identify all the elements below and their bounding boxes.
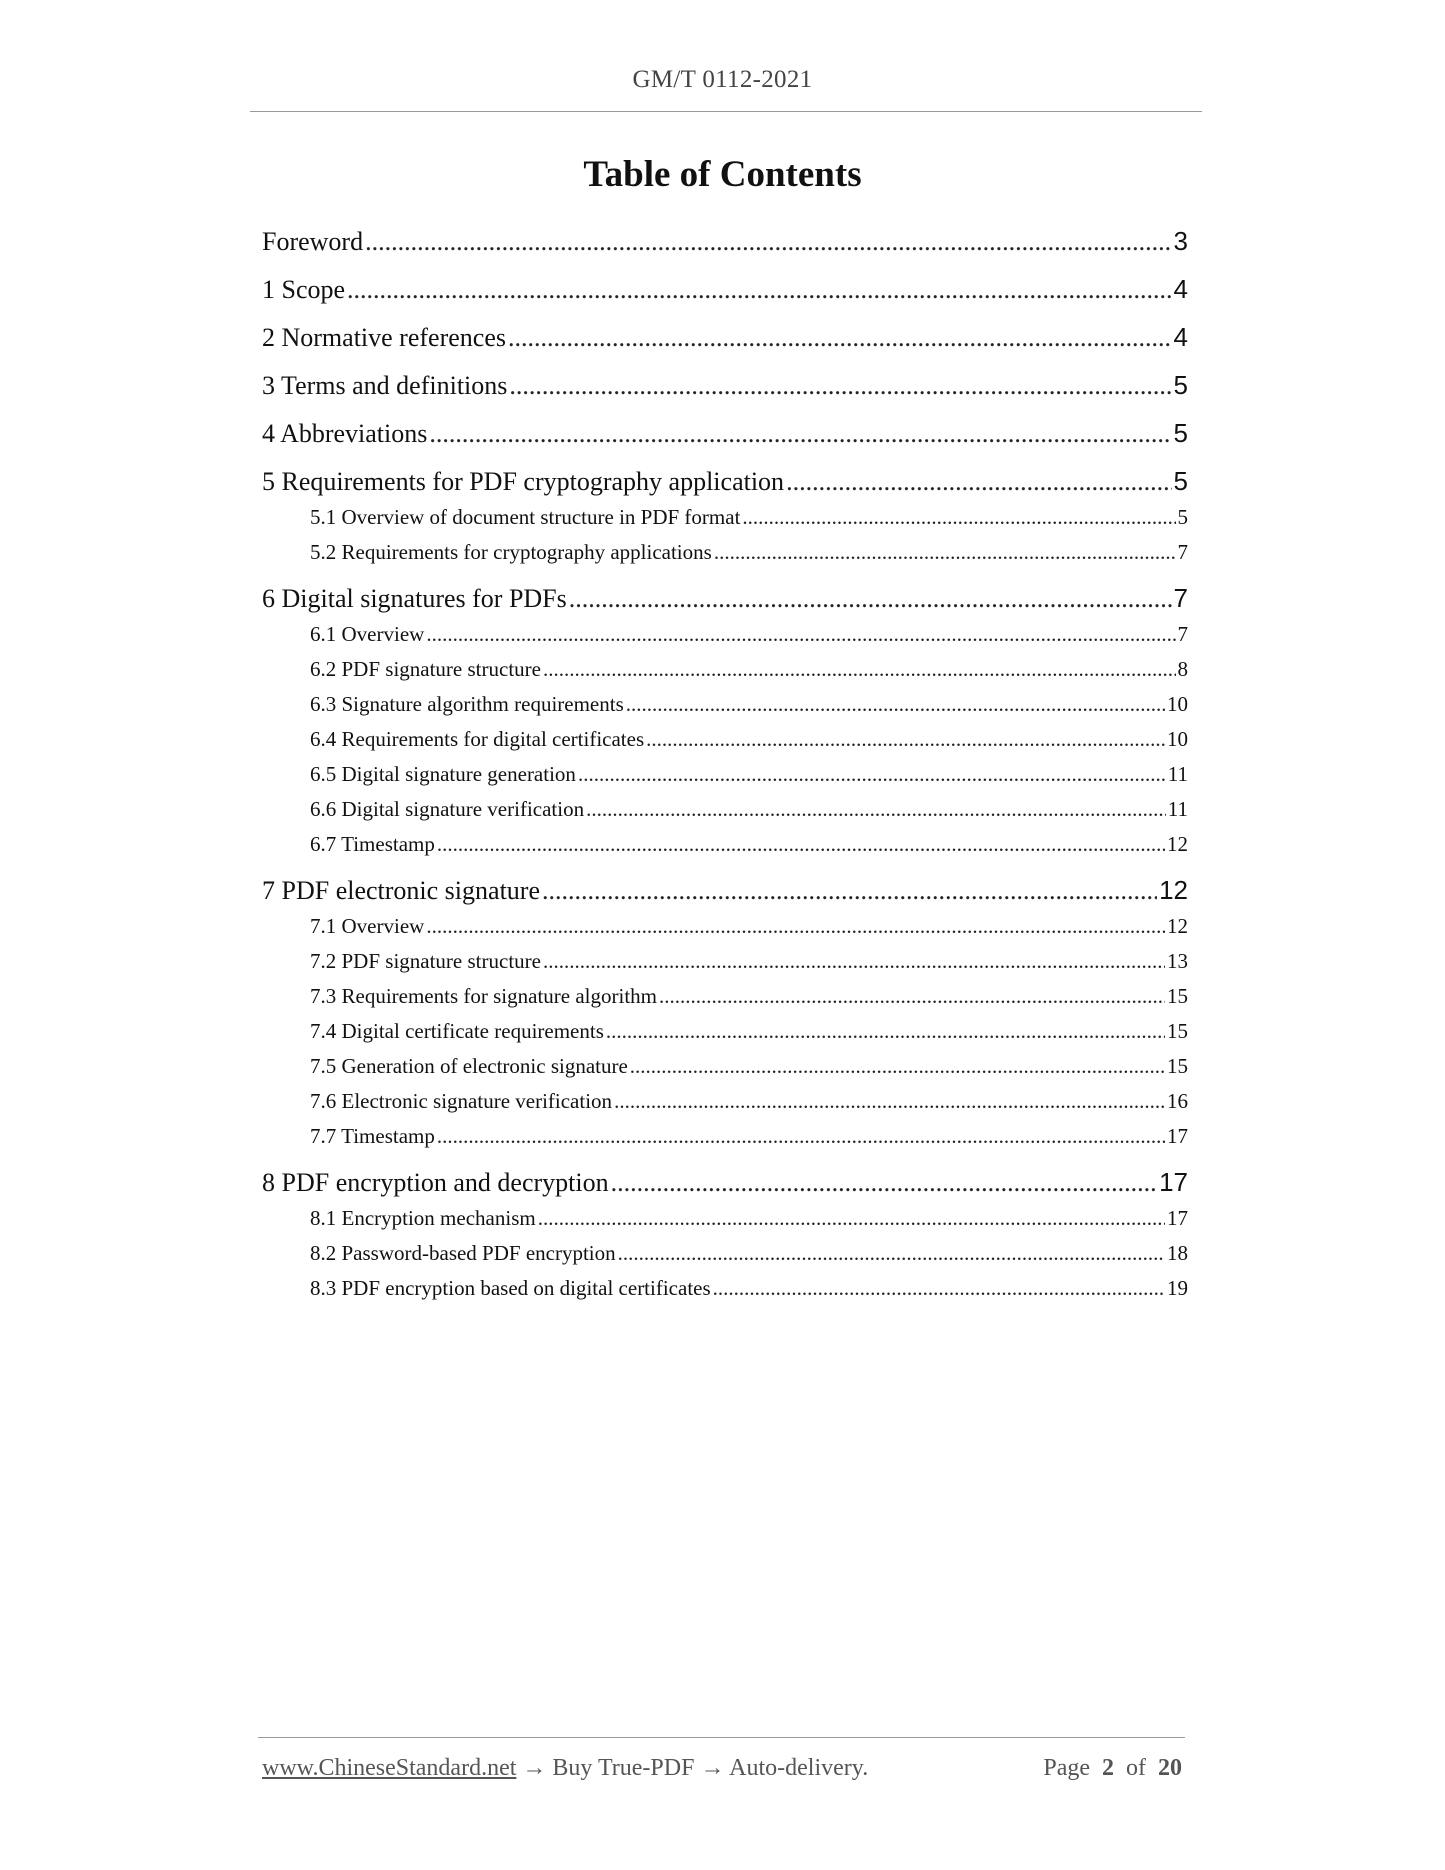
toc-entry-page: 5	[1173, 370, 1188, 400]
toc-entry-page: 13	[1167, 949, 1188, 973]
toc-entry-7-2[interactable]	[310, 949, 1188, 974]
toc-entry-page: 12	[1159, 875, 1188, 905]
dot-leader	[429, 419, 1171, 449]
toc-entry-6-5[interactable]	[310, 762, 1188, 787]
toc-entry-section-6[interactable]	[262, 583, 1188, 614]
page-label: Page	[1043, 1755, 1090, 1781]
toc-entry-page: 5	[1173, 466, 1188, 496]
dot-leader	[742, 505, 1175, 530]
dot-leader	[538, 1206, 1165, 1231]
toc-entry-label: 8 PDF encryption and decryption	[262, 1168, 609, 1197]
toc-entry-label: 7.3 Requirements for signature algorithm	[310, 984, 658, 1008]
toc-title: Table of Contents	[583, 154, 862, 195]
toc-entry-page: 7	[1177, 540, 1188, 564]
toc-entry-label: 3 Terms and definitions	[262, 371, 508, 400]
toc-entry-page: 11	[1167, 762, 1188, 786]
toc-entry-6-3[interactable]	[310, 692, 1188, 717]
dot-leader	[426, 622, 1175, 647]
toc-entry-page: 17	[1159, 1167, 1188, 1197]
toc-entry-6-1[interactable]	[310, 622, 1188, 647]
toc-entry-page: 4	[1173, 322, 1188, 352]
toc-entry-page: 19	[1167, 1276, 1188, 1300]
toc-entry-7-5[interactable]	[310, 1054, 1188, 1079]
toc-entry-label: 7.2 PDF signature structure	[310, 949, 541, 973]
toc-entry-label: 6.1 Overview	[310, 622, 425, 646]
toc-entry-label: 6.2 PDF signature structure	[310, 657, 541, 681]
page-indicator	[1043, 1755, 1182, 1782]
dot-leader	[646, 727, 1165, 752]
toc-entry-page: 17	[1167, 1124, 1188, 1148]
toc-entry-page: 15	[1167, 984, 1188, 1008]
toc-entry-page: 3	[1173, 226, 1188, 256]
toc-entry-page: 7	[1173, 583, 1188, 613]
toc-entry-label: 8.1 Encryption mechanism	[310, 1206, 536, 1230]
toc-entry-6-6[interactable]	[310, 797, 1188, 822]
toc-entry-label: 5 Requirements for PDF cryptography application	[262, 467, 785, 496]
toc-entry-scope[interactable]	[262, 274, 1188, 305]
toc-entry-7-3[interactable]	[310, 984, 1188, 1009]
toc-entry-page: 4	[1173, 274, 1188, 304]
toc-entry-label: Foreword	[262, 227, 364, 256]
of-label: of	[1126, 1755, 1146, 1781]
toc-entry-8-3[interactable]	[310, 1276, 1188, 1301]
toc-entry-page: 5	[1173, 418, 1188, 448]
dot-leader	[508, 323, 1172, 353]
toc-entry-label: 2 Normative references	[262, 323, 506, 352]
toc-entry-label: 6.4 Requirements for digital certificates	[310, 727, 645, 751]
toc-entry-page: 10	[1167, 692, 1188, 716]
arrow-right-icon: →	[522, 1755, 547, 1781]
toc-entry-8-1[interactable]	[310, 1206, 1188, 1231]
dot-leader	[713, 1276, 1165, 1301]
toc-entry-page: 18	[1167, 1241, 1188, 1265]
toc-entry-terms-definitions[interactable]	[262, 370, 1188, 401]
website-link[interactable]: www.ChineseStandard.net	[262, 1755, 517, 1781]
dot-leader	[786, 467, 1171, 497]
dot-leader	[365, 227, 1171, 257]
header-divider	[250, 111, 1202, 112]
toc-entry-label: 7 PDF electronic signature	[262, 876, 540, 905]
toc-entry-label: 1 Scope	[262, 275, 346, 304]
toc-entry-page: 10	[1167, 727, 1188, 751]
dot-leader	[611, 1168, 1157, 1198]
toc-entry-label: 4 Abbreviations	[262, 419, 428, 448]
toc-entry-7-7[interactable]	[310, 1124, 1188, 1149]
toc-entry-label: 7.7 Timestamp	[310, 1124, 435, 1148]
dot-leader	[614, 1089, 1165, 1114]
toc-entry-foreword[interactable]	[262, 226, 1188, 257]
dot-leader	[509, 371, 1171, 401]
toc-entry-label: 5.2 Requirements for cryptography applications	[310, 540, 712, 564]
footer-divider	[258, 1737, 1185, 1738]
toc-entry-8-2[interactable]	[310, 1241, 1188, 1266]
dot-leader	[578, 762, 1166, 787]
toc-entry-6-7[interactable]	[310, 832, 1188, 857]
toc-entry-section-8[interactable]	[262, 1167, 1188, 1198]
toc-entry-section-7[interactable]	[262, 875, 1188, 906]
toc-entry-label: 8.3 PDF encryption based on digital certificates	[310, 1276, 711, 1300]
toc-entry-6-4[interactable]	[310, 727, 1188, 752]
dot-leader	[618, 1241, 1165, 1266]
current-page-number: 2	[1102, 1755, 1114, 1781]
toc-entry-label: 6.6 Digital signature verification	[310, 797, 585, 821]
toc-entry-page: 15	[1167, 1019, 1188, 1043]
toc-entry-label: 5.1 Overview of document structure in PDF format	[310, 505, 741, 529]
toc-entry-label: 8.2 Password-based PDF encryption	[310, 1241, 616, 1265]
dot-leader	[630, 1054, 1165, 1079]
toc-entry-section-5[interactable]	[262, 466, 1188, 497]
toc-entry-5-2[interactable]	[310, 540, 1188, 565]
total-pages-number: 20	[1158, 1755, 1182, 1781]
dot-leader	[543, 949, 1165, 974]
running-header: GM/T 0112-2021	[632, 66, 813, 93]
dot-leader	[659, 984, 1165, 1009]
dot-leader	[626, 692, 1165, 717]
toc-entry-label: 7.4 Digital certificate requirements	[310, 1019, 604, 1043]
toc-entry-label: 7.6 Electronic signature verification	[310, 1089, 613, 1113]
toc-entry-page: 16	[1167, 1089, 1188, 1113]
toc-entry-page: 11	[1167, 797, 1188, 821]
toc-entry-7-6[interactable]	[310, 1089, 1188, 1114]
dot-leader	[542, 876, 1157, 906]
dot-leader	[606, 1019, 1165, 1044]
dot-leader	[437, 1124, 1165, 1149]
dot-leader	[437, 832, 1165, 857]
toc-entry-label: 6 Digital signatures for PDFs	[262, 584, 567, 613]
toc-entry-page: 15	[1167, 1054, 1188, 1078]
dot-leader	[543, 657, 1176, 682]
dot-leader	[569, 584, 1172, 614]
toc-entry-page: 12	[1167, 832, 1188, 856]
toc-entry-page: 12	[1167, 914, 1188, 938]
toc-entry-label: 7.5 Generation of electronic signature	[310, 1054, 628, 1078]
toc-entry-page: 17	[1167, 1206, 1188, 1230]
dot-leader	[347, 275, 1171, 305]
buy-true-pdf-text: Buy True-PDF	[552, 1755, 695, 1781]
toc-entry-label: 6.5 Digital signature generation	[310, 762, 576, 786]
auto-delivery-text: Auto-delivery.	[729, 1755, 869, 1781]
arrow-right-icon: →	[700, 1755, 725, 1781]
toc-entry-label: 7.1 Overview	[310, 914, 425, 938]
toc-entry-normative-references[interactable]	[262, 322, 1188, 353]
toc-entry-5-1[interactable]	[310, 505, 1188, 530]
toc-entry-7-4[interactable]	[310, 1019, 1188, 1044]
toc-entry-page: 8	[1177, 657, 1188, 681]
footer-promo	[262, 1755, 868, 1782]
dot-leader	[714, 540, 1176, 565]
toc-entry-label: 6.3 Signature algorithm requirements	[310, 692, 624, 716]
dot-leader	[426, 914, 1165, 939]
dot-leader	[586, 797, 1166, 822]
toc-entry-page: 5	[1177, 505, 1188, 529]
toc-entry-page: 7	[1177, 622, 1188, 646]
toc-entry-6-2[interactable]	[310, 657, 1188, 682]
toc-entry-label: 6.7 Timestamp	[310, 832, 435, 856]
toc-entry-7-1[interactable]	[310, 914, 1188, 939]
toc-entry-abbreviations[interactable]	[262, 418, 1188, 449]
